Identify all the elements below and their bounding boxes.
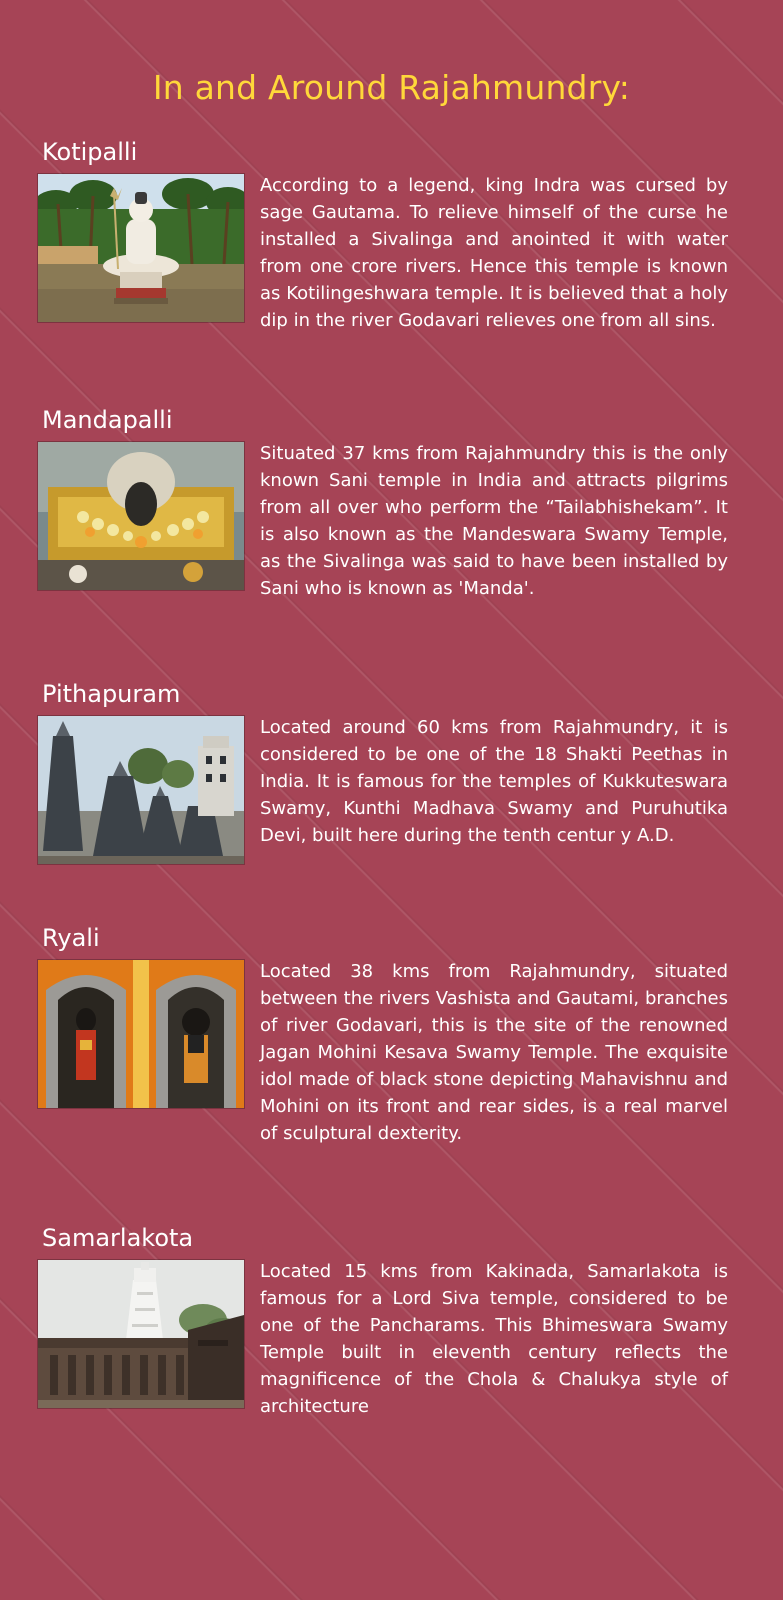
- place-name: Pithapuram: [42, 680, 181, 708]
- pithapuram-temples-photo: [38, 716, 244, 864]
- place-description: According to a legend, king Indra was cursed by sage Gautama. To relieve himself of the curse he installed a Sivalinga and anointed it with water from one crore rivers. Hence this temple is known as Kotilingeshwara temple. It is believed that a holy dip in the river Godavari relieves one from all sins.: [260, 175, 728, 331]
- place-description: Located around 60 kms from Rajahmundry, it is considered to be one of the 18 Shakti Peethas in India. It is famous for the temples of Kukkuteswara Swamy, Kunthi Madhava Swamy and Puruhutika Devi, built here during the tenth centur y A.D.: [260, 717, 728, 846]
- place-description: Located 15 kms from Kakinada, Samarlakota is famous for a Lord Siva temple, considered to be one of the Pancharams. This Bhimeswara Swamy Temple built in eleventh century reflects the magnificence of the Chola & Chalukya style of architecture: [260, 1261, 728, 1417]
- place-description: Located 38 kms from Rajahmundry, situated between the rivers Vashista and Gautami, branches of river Godavari, this is the site of the renowned Jagan Mohini Kesava Swamy Temple. The exquisite idol made of black stone depicting Mahavishnu and Mohini on its front and rear sides, is a real marvel of sculptural dexterity.: [260, 961, 728, 1144]
- place-name: Samarlakota: [42, 1224, 194, 1252]
- place-description: Situated 37 kms from Rajahmundry this is the only known Sani temple in India and attracts pilgrims from all over who perform the “Tailabhishekam”. It is also known as the Mandeswara Swamy Temple, as the Sivalinga was said to have been installed by Sani who is known as 'Manda'.: [260, 443, 728, 599]
- place-name: Kotipalli: [42, 138, 138, 166]
- ryali-idol-photo: [38, 960, 244, 1108]
- page-title: In and Around Rajahmundry:: [152, 68, 631, 107]
- samarlakota-temple-photo: [38, 1260, 244, 1408]
- place-name: Ryali: [42, 924, 100, 952]
- place-name: Mandapalli: [42, 406, 173, 434]
- mandapalli-sivalinga-photo: [38, 442, 244, 590]
- kotipalli-shiva-statue-photo: [38, 174, 244, 322]
